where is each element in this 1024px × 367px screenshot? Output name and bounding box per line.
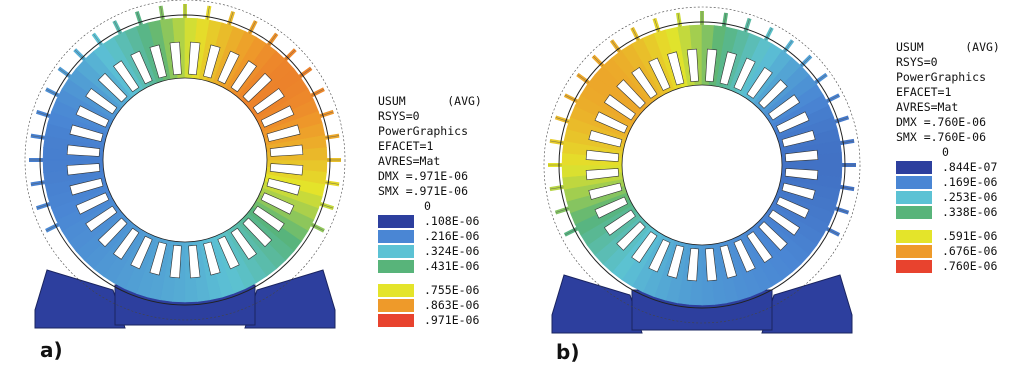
legend-swatch xyxy=(896,206,932,219)
panel-b xyxy=(512,0,1024,367)
legend-line: RSYS=0 xyxy=(896,55,938,69)
legend-value: .216E-06 xyxy=(424,229,480,243)
legend-line: SMX =.971E-06 xyxy=(378,184,469,198)
legend-line: RSYS=0 xyxy=(378,109,420,123)
legend-line: PowerGraphics xyxy=(378,124,469,138)
legend-entry xyxy=(896,160,1000,175)
legend-swatch xyxy=(896,191,932,204)
legend-entry xyxy=(378,259,482,274)
legend-value: .324E-06 xyxy=(424,244,480,258)
legend-entry xyxy=(896,244,1000,259)
legend-entry xyxy=(896,190,1000,205)
panel-label-b: b) xyxy=(556,340,580,364)
legend-line: PowerGraphics xyxy=(896,70,987,84)
legend-value: .169E-06 xyxy=(942,175,998,189)
legend-swatch xyxy=(378,215,414,228)
legend-value: .971E-06 xyxy=(424,313,480,327)
legend-swatch xyxy=(378,314,414,327)
legend-line: SMX =.760E-06 xyxy=(896,130,987,144)
legend-line: EFACET=1 xyxy=(896,85,952,99)
legend-entry xyxy=(896,175,1000,190)
legend-entry xyxy=(378,229,482,244)
legend-swatch xyxy=(896,161,932,174)
legend-entry xyxy=(378,313,482,328)
legend-line: DMX =.760E-06 xyxy=(896,115,987,129)
legend-value: .755E-06 xyxy=(424,283,480,297)
stator-deformation-plot-a xyxy=(0,0,380,367)
legend-value: .760E-06 xyxy=(942,259,998,273)
legend-swatch xyxy=(378,245,414,258)
legend-swatch xyxy=(378,260,414,273)
legend-title: USUM (AVG) xyxy=(378,94,482,108)
legend-entry xyxy=(378,283,482,298)
legend-value: .338E-06 xyxy=(942,205,998,219)
legend-value: .431E-06 xyxy=(424,259,480,273)
legend-zero: 0 xyxy=(942,145,949,159)
legend-swatch xyxy=(378,299,414,312)
legend-title: USUM (AVG) xyxy=(896,40,1000,54)
stator-bore xyxy=(103,78,267,242)
legend-swatch xyxy=(896,260,932,273)
legend-value: .844E-07 xyxy=(942,160,998,174)
legend-b xyxy=(896,40,1000,274)
legend-value: .676E-06 xyxy=(942,244,998,258)
legend-line: DMX =.971E-06 xyxy=(378,169,469,183)
legend-swatch xyxy=(378,230,414,243)
legend-swatch xyxy=(896,245,932,258)
legend-line: AVRES=Mat xyxy=(378,154,441,168)
legend-value: .591E-06 xyxy=(942,229,998,243)
legend-a xyxy=(378,94,482,328)
legend-swatch xyxy=(896,176,932,189)
legend-swatch xyxy=(378,284,414,297)
panel-label-a: a) xyxy=(40,338,63,362)
stator-deformation-plot-b xyxy=(512,0,892,367)
legend-line: AVRES=Mat xyxy=(896,100,959,114)
legend-entry xyxy=(378,214,482,229)
legend-entry xyxy=(896,229,1000,244)
legend-entry xyxy=(896,205,1000,220)
legend-entry xyxy=(378,298,482,313)
legend-entry xyxy=(896,259,1000,274)
legend-line: EFACET=1 xyxy=(378,139,434,153)
legend-zero: 0 xyxy=(424,199,431,213)
legend-entry xyxy=(378,244,482,259)
legend-value: .108E-06 xyxy=(424,214,480,228)
legend-swatch xyxy=(896,230,932,243)
legend-value: .253E-06 xyxy=(942,190,998,204)
stator-bore xyxy=(622,85,782,245)
legend-value: .863E-06 xyxy=(424,298,480,312)
